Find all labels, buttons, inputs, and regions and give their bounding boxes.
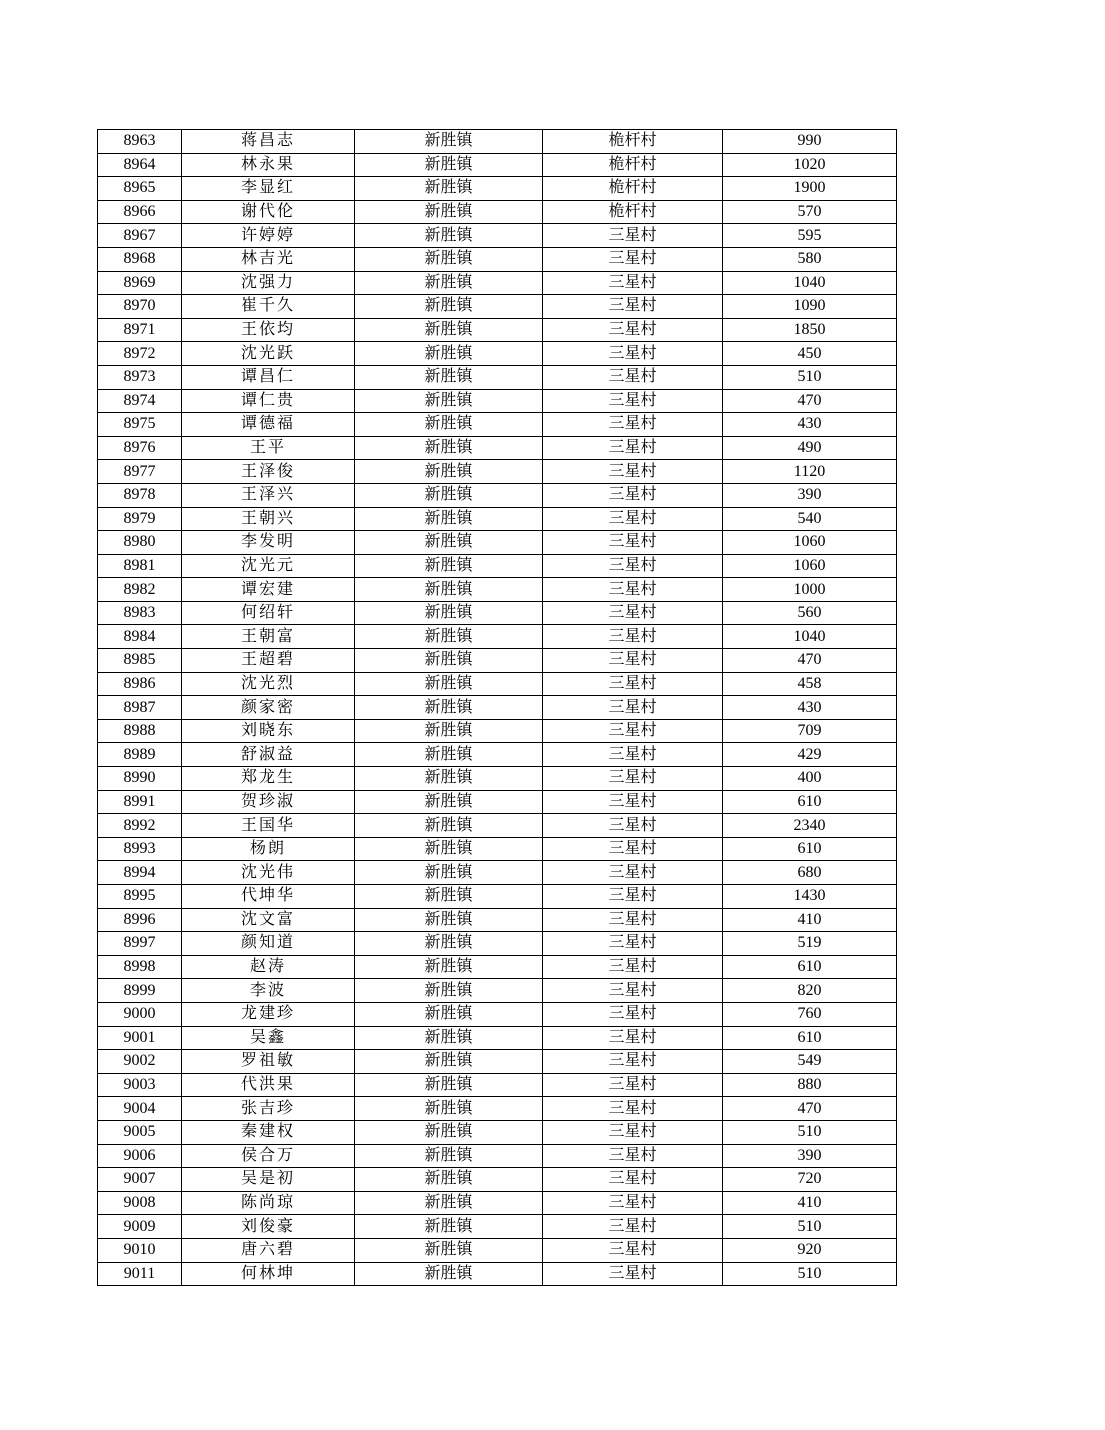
table-row <box>98 224 897 248</box>
town-cell: 新胜镇 <box>355 365 543 389</box>
amount-cell: 1090 <box>723 295 897 319</box>
table-row <box>98 436 897 460</box>
town-cell: 新胜镇 <box>355 1097 543 1121</box>
amount-cell: 990 <box>723 130 897 154</box>
serial-number-cell: 9008 <box>98 1191 182 1215</box>
village-cell: 三星村 <box>543 814 723 838</box>
town-cell: 新胜镇 <box>355 955 543 979</box>
amount-cell: 760 <box>723 1002 897 1026</box>
village-cell: 三星村 <box>543 790 723 814</box>
serial-number-cell: 9009 <box>98 1215 182 1239</box>
town-cell: 新胜镇 <box>355 1073 543 1097</box>
town-cell: 新胜镇 <box>355 885 543 909</box>
name-cell: 谭昌仁 <box>182 365 355 389</box>
name-cell: 王泽俊 <box>182 460 355 484</box>
serial-number-cell: 9003 <box>98 1073 182 1097</box>
table-row <box>98 1097 897 1121</box>
name-cell: 杨朗 <box>182 837 355 861</box>
table-row <box>98 200 897 224</box>
amount-cell: 560 <box>723 601 897 625</box>
name-cell: 王超碧 <box>182 649 355 673</box>
name-cell: 何林坤 <box>182 1262 355 1286</box>
serial-number-cell: 8974 <box>98 389 182 413</box>
table-row <box>98 932 897 956</box>
table-row <box>98 130 897 154</box>
town-cell: 新胜镇 <box>355 554 543 578</box>
town-cell: 新胜镇 <box>355 1168 543 1192</box>
serial-number-cell: 8999 <box>98 979 182 1003</box>
village-cell: 三星村 <box>543 365 723 389</box>
table-row <box>98 1215 897 1239</box>
table-row <box>98 531 897 555</box>
serial-number-cell: 8966 <box>98 200 182 224</box>
serial-number-cell: 8971 <box>98 318 182 342</box>
amount-cell: 400 <box>723 767 897 791</box>
village-cell: 三星村 <box>543 1026 723 1050</box>
serial-number-cell: 8994 <box>98 861 182 885</box>
amount-cell: 1000 <box>723 578 897 602</box>
table-row <box>98 743 897 767</box>
name-cell: 谢代伦 <box>182 200 355 224</box>
amount-cell: 880 <box>723 1073 897 1097</box>
amount-cell: 580 <box>723 247 897 271</box>
amount-cell: 610 <box>723 955 897 979</box>
table-row <box>98 1002 897 1026</box>
town-cell: 新胜镇 <box>355 672 543 696</box>
town-cell: 新胜镇 <box>355 531 543 555</box>
serial-number-cell: 8997 <box>98 932 182 956</box>
town-cell: 新胜镇 <box>355 436 543 460</box>
table-row <box>98 1262 897 1286</box>
name-cell: 沈光伟 <box>182 861 355 885</box>
village-cell: 三星村 <box>543 247 723 271</box>
serial-number-cell: 8972 <box>98 342 182 366</box>
amount-cell: 2340 <box>723 814 897 838</box>
amount-cell: 1430 <box>723 885 897 909</box>
serial-number-cell: 8977 <box>98 460 182 484</box>
village-cell: 三星村 <box>543 224 723 248</box>
serial-number-cell: 8970 <box>98 295 182 319</box>
serial-number-cell: 8993 <box>98 837 182 861</box>
serial-number-cell: 9000 <box>98 1002 182 1026</box>
amount-cell: 610 <box>723 790 897 814</box>
village-cell: 三星村 <box>543 578 723 602</box>
town-cell: 新胜镇 <box>355 814 543 838</box>
name-cell: 沈光烈 <box>182 672 355 696</box>
village-cell: 三星村 <box>543 979 723 1003</box>
village-cell: 三星村 <box>543 885 723 909</box>
table-row <box>98 1168 897 1192</box>
table-row <box>98 342 897 366</box>
village-cell: 三星村 <box>543 1168 723 1192</box>
table-row <box>98 837 897 861</box>
amount-cell: 680 <box>723 861 897 885</box>
village-cell: 三星村 <box>543 554 723 578</box>
town-cell: 新胜镇 <box>355 1144 543 1168</box>
table-row <box>98 719 897 743</box>
village-cell: 桅杆村 <box>543 153 723 177</box>
village-cell: 三星村 <box>543 955 723 979</box>
amount-cell: 1040 <box>723 625 897 649</box>
table-row <box>98 483 897 507</box>
name-cell: 刘晓东 <box>182 719 355 743</box>
serial-number-cell: 8965 <box>98 177 182 201</box>
town-cell: 新胜镇 <box>355 1026 543 1050</box>
serial-number-cell: 8967 <box>98 224 182 248</box>
table-row <box>98 1144 897 1168</box>
amount-cell: 570 <box>723 200 897 224</box>
village-cell: 三星村 <box>543 719 723 743</box>
name-cell: 王朝兴 <box>182 507 355 531</box>
name-cell: 崔千久 <box>182 295 355 319</box>
name-cell: 郑龙生 <box>182 767 355 791</box>
serial-number-cell: 8986 <box>98 672 182 696</box>
town-cell: 新胜镇 <box>355 153 543 177</box>
town-cell: 新胜镇 <box>355 271 543 295</box>
town-cell: 新胜镇 <box>355 649 543 673</box>
village-cell: 三星村 <box>543 1191 723 1215</box>
town-cell: 新胜镇 <box>355 177 543 201</box>
village-cell: 三星村 <box>543 413 723 437</box>
amount-cell: 610 <box>723 837 897 861</box>
serial-number-cell: 9007 <box>98 1168 182 1192</box>
name-cell: 代坤华 <box>182 885 355 909</box>
name-cell: 李波 <box>182 979 355 1003</box>
village-cell: 三星村 <box>543 318 723 342</box>
town-cell: 新胜镇 <box>355 578 543 602</box>
name-cell: 赵涛 <box>182 955 355 979</box>
amount-cell: 390 <box>723 483 897 507</box>
amount-cell: 920 <box>723 1238 897 1262</box>
serial-number-cell: 8980 <box>98 531 182 555</box>
name-cell: 陈尚琼 <box>182 1191 355 1215</box>
table-body <box>98 130 897 1286</box>
name-cell: 秦建权 <box>182 1120 355 1144</box>
table-row <box>98 601 897 625</box>
amount-cell: 1020 <box>723 153 897 177</box>
town-cell: 新胜镇 <box>355 460 543 484</box>
town-cell: 新胜镇 <box>355 837 543 861</box>
town-cell: 新胜镇 <box>355 507 543 531</box>
serial-number-cell: 8989 <box>98 743 182 767</box>
village-cell: 三星村 <box>543 861 723 885</box>
serial-number-cell: 8985 <box>98 649 182 673</box>
amount-cell: 430 <box>723 413 897 437</box>
village-cell: 三星村 <box>543 1144 723 1168</box>
name-cell: 谭德福 <box>182 413 355 437</box>
amount-cell: 410 <box>723 1191 897 1215</box>
amount-cell: 709 <box>723 719 897 743</box>
village-cell: 三星村 <box>543 1002 723 1026</box>
village-cell: 三星村 <box>543 1215 723 1239</box>
table-row <box>98 271 897 295</box>
serial-number-cell: 8992 <box>98 814 182 838</box>
table-row <box>98 885 897 909</box>
serial-number-cell: 9011 <box>98 1262 182 1286</box>
amount-cell: 1060 <box>723 531 897 555</box>
amount-cell: 595 <box>723 224 897 248</box>
serial-number-cell: 8998 <box>98 955 182 979</box>
village-cell: 三星村 <box>543 460 723 484</box>
serial-number-cell: 9001 <box>98 1026 182 1050</box>
amount-cell: 390 <box>723 1144 897 1168</box>
serial-number-cell: 8978 <box>98 483 182 507</box>
amount-cell: 490 <box>723 436 897 460</box>
town-cell: 新胜镇 <box>355 413 543 437</box>
village-cell: 三星村 <box>543 1097 723 1121</box>
town-cell: 新胜镇 <box>355 1238 543 1262</box>
amount-cell: 470 <box>723 389 897 413</box>
village-cell: 三星村 <box>543 743 723 767</box>
town-cell: 新胜镇 <box>355 1262 543 1286</box>
town-cell: 新胜镇 <box>355 625 543 649</box>
town-cell: 新胜镇 <box>355 318 543 342</box>
serial-number-cell: 8979 <box>98 507 182 531</box>
serial-number-cell: 8990 <box>98 767 182 791</box>
town-cell: 新胜镇 <box>355 932 543 956</box>
name-cell: 蒋昌志 <box>182 130 355 154</box>
village-cell: 三星村 <box>543 837 723 861</box>
serial-number-cell: 8975 <box>98 413 182 437</box>
name-cell: 龙建珍 <box>182 1002 355 1026</box>
serial-number-cell: 8981 <box>98 554 182 578</box>
name-cell: 王平 <box>182 436 355 460</box>
serial-number-cell: 9010 <box>98 1238 182 1262</box>
serial-number-cell: 8973 <box>98 365 182 389</box>
village-cell: 三星村 <box>543 436 723 460</box>
name-cell: 谭宏建 <box>182 578 355 602</box>
serial-number-cell: 8969 <box>98 271 182 295</box>
town-cell: 新胜镇 <box>355 389 543 413</box>
serial-number-cell: 8987 <box>98 696 182 720</box>
table-row <box>98 318 897 342</box>
name-cell: 王依均 <box>182 318 355 342</box>
town-cell: 新胜镇 <box>355 719 543 743</box>
table-row <box>98 1191 897 1215</box>
town-cell: 新胜镇 <box>355 1215 543 1239</box>
amount-cell: 610 <box>723 1026 897 1050</box>
table-row <box>98 365 897 389</box>
amount-cell: 470 <box>723 1097 897 1121</box>
table-row <box>98 460 897 484</box>
serial-number-cell: 8995 <box>98 885 182 909</box>
data-table <box>97 129 897 1286</box>
village-cell: 三星村 <box>543 696 723 720</box>
town-cell: 新胜镇 <box>355 483 543 507</box>
village-cell: 三星村 <box>543 649 723 673</box>
amount-cell: 430 <box>723 696 897 720</box>
table-row <box>98 554 897 578</box>
name-cell: 舒淑益 <box>182 743 355 767</box>
town-cell: 新胜镇 <box>355 790 543 814</box>
table-row <box>98 672 897 696</box>
village-cell: 三星村 <box>543 932 723 956</box>
village-cell: 三星村 <box>543 1238 723 1262</box>
name-cell: 王朝富 <box>182 625 355 649</box>
village-cell: 三星村 <box>543 389 723 413</box>
village-cell: 三星村 <box>543 601 723 625</box>
village-cell: 三星村 <box>543 1262 723 1286</box>
amount-cell: 1850 <box>723 318 897 342</box>
amount-cell: 1120 <box>723 460 897 484</box>
name-cell: 刘俊豪 <box>182 1215 355 1239</box>
amount-cell: 549 <box>723 1050 897 1074</box>
name-cell: 王国华 <box>182 814 355 838</box>
village-cell: 三星村 <box>543 271 723 295</box>
amount-cell: 510 <box>723 1262 897 1286</box>
town-cell: 新胜镇 <box>355 247 543 271</box>
table-row <box>98 1238 897 1262</box>
name-cell: 吴是初 <box>182 1168 355 1192</box>
amount-cell: 450 <box>723 342 897 366</box>
village-cell: 三星村 <box>543 507 723 531</box>
village-cell: 三星村 <box>543 1120 723 1144</box>
town-cell: 新胜镇 <box>355 696 543 720</box>
amount-cell: 429 <box>723 743 897 767</box>
amount-cell: 470 <box>723 649 897 673</box>
village-cell: 桅杆村 <box>543 200 723 224</box>
town-cell: 新胜镇 <box>355 743 543 767</box>
table-row <box>98 578 897 602</box>
table-row <box>98 767 897 791</box>
town-cell: 新胜镇 <box>355 601 543 625</box>
amount-cell: 1060 <box>723 554 897 578</box>
serial-number-cell: 8968 <box>98 247 182 271</box>
name-cell: 王泽兴 <box>182 483 355 507</box>
table-row <box>98 955 897 979</box>
table-row <box>98 979 897 1003</box>
name-cell: 罗祖敏 <box>182 1050 355 1074</box>
name-cell: 侯合万 <box>182 1144 355 1168</box>
village-cell: 三星村 <box>543 908 723 932</box>
name-cell: 许婷婷 <box>182 224 355 248</box>
table-row <box>98 814 897 838</box>
table-row <box>98 413 897 437</box>
village-cell: 三星村 <box>543 295 723 319</box>
table-row <box>98 790 897 814</box>
name-cell: 李显红 <box>182 177 355 201</box>
table-row <box>98 507 897 531</box>
town-cell: 新胜镇 <box>355 1002 543 1026</box>
serial-number-cell: 8983 <box>98 601 182 625</box>
serial-number-cell: 9002 <box>98 1050 182 1074</box>
table-row <box>98 649 897 673</box>
amount-cell: 410 <box>723 908 897 932</box>
serial-number-cell: 8991 <box>98 790 182 814</box>
town-cell: 新胜镇 <box>355 130 543 154</box>
amount-cell: 1900 <box>723 177 897 201</box>
name-cell: 沈光跃 <box>182 342 355 366</box>
town-cell: 新胜镇 <box>355 224 543 248</box>
amount-cell: 519 <box>723 932 897 956</box>
table-row <box>98 295 897 319</box>
table-row <box>98 153 897 177</box>
village-cell: 三星村 <box>543 531 723 555</box>
village-cell: 三星村 <box>543 767 723 791</box>
serial-number-cell: 8963 <box>98 130 182 154</box>
name-cell: 代洪果 <box>182 1073 355 1097</box>
serial-number-cell: 8984 <box>98 625 182 649</box>
name-cell: 何绍轩 <box>182 601 355 625</box>
town-cell: 新胜镇 <box>355 767 543 791</box>
name-cell: 沈光元 <box>182 554 355 578</box>
village-cell: 三星村 <box>543 625 723 649</box>
serial-number-cell: 8988 <box>98 719 182 743</box>
name-cell: 颜家密 <box>182 696 355 720</box>
table-row <box>98 1073 897 1097</box>
table-row <box>98 696 897 720</box>
town-cell: 新胜镇 <box>355 342 543 366</box>
serial-number-cell: 8982 <box>98 578 182 602</box>
name-cell: 沈文富 <box>182 908 355 932</box>
name-cell: 林吉光 <box>182 247 355 271</box>
amount-cell: 540 <box>723 507 897 531</box>
name-cell: 林永果 <box>182 153 355 177</box>
village-cell: 三星村 <box>543 342 723 366</box>
table-row <box>98 247 897 271</box>
village-cell: 三星村 <box>543 1050 723 1074</box>
amount-cell: 720 <box>723 1168 897 1192</box>
name-cell: 颜知道 <box>182 932 355 956</box>
serial-number-cell: 8996 <box>98 908 182 932</box>
amount-cell: 510 <box>723 365 897 389</box>
village-cell: 三星村 <box>543 1073 723 1097</box>
serial-number-cell: 9004 <box>98 1097 182 1121</box>
town-cell: 新胜镇 <box>355 861 543 885</box>
table-row <box>98 908 897 932</box>
town-cell: 新胜镇 <box>355 1050 543 1074</box>
town-cell: 新胜镇 <box>355 1191 543 1215</box>
amount-cell: 458 <box>723 672 897 696</box>
village-cell: 三星村 <box>543 672 723 696</box>
amount-cell: 510 <box>723 1120 897 1144</box>
table-row <box>98 1120 897 1144</box>
village-cell: 三星村 <box>543 483 723 507</box>
village-cell: 桅杆村 <box>543 177 723 201</box>
name-cell: 李发明 <box>182 531 355 555</box>
table-row <box>98 625 897 649</box>
amount-cell: 510 <box>723 1215 897 1239</box>
name-cell: 沈强力 <box>182 271 355 295</box>
serial-number-cell: 8964 <box>98 153 182 177</box>
table-row <box>98 389 897 413</box>
name-cell: 谭仁贵 <box>182 389 355 413</box>
village-cell: 桅杆村 <box>543 130 723 154</box>
name-cell: 唐六碧 <box>182 1238 355 1262</box>
serial-number-cell: 9006 <box>98 1144 182 1168</box>
town-cell: 新胜镇 <box>355 200 543 224</box>
name-cell: 张吉珍 <box>182 1097 355 1121</box>
table-row <box>98 1026 897 1050</box>
amount-cell: 1040 <box>723 271 897 295</box>
serial-number-cell: 8976 <box>98 436 182 460</box>
table-row <box>98 1050 897 1074</box>
serial-number-cell: 9005 <box>98 1120 182 1144</box>
name-cell: 吴鑫 <box>182 1026 355 1050</box>
amount-cell: 820 <box>723 979 897 1003</box>
table-row <box>98 861 897 885</box>
town-cell: 新胜镇 <box>355 295 543 319</box>
town-cell: 新胜镇 <box>355 1120 543 1144</box>
town-cell: 新胜镇 <box>355 979 543 1003</box>
name-cell: 贺珍淑 <box>182 790 355 814</box>
town-cell: 新胜镇 <box>355 908 543 932</box>
table-row <box>98 177 897 201</box>
